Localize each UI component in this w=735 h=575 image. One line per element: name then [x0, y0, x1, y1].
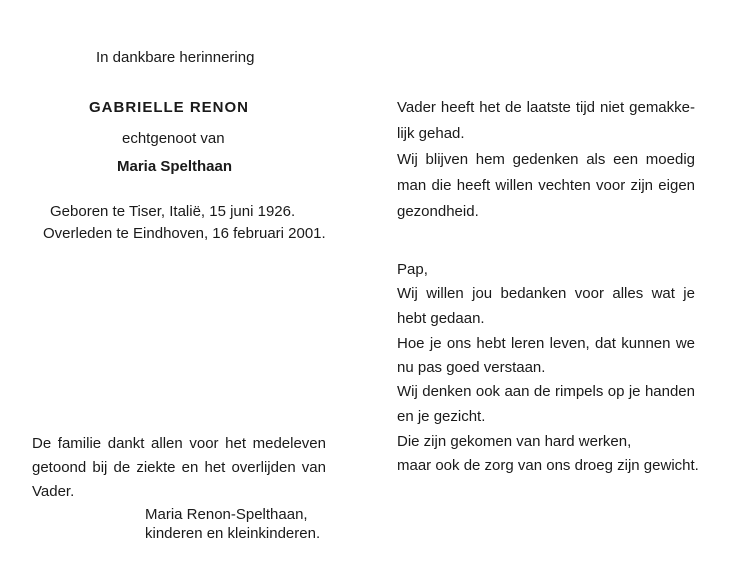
signature-line-1: Maria Renon-Spelthaan,: [145, 506, 308, 523]
death-line: Overleden te Eindhoven, 16 februari 2001.: [43, 225, 326, 242]
deceased-name: GABRIELLE RENON: [89, 99, 250, 116]
poem-line-7: en je gezicht.: [397, 408, 486, 425]
poem-line-1: Pap,: [397, 261, 428, 278]
thanks-line-2: getoond bij de ziekte en het overlijden van: [32, 459, 326, 476]
card-heading: In dankbare herinnering: [96, 49, 255, 66]
poem-line-8: Die zijn gekomen van hard werken,: [397, 433, 632, 450]
signature-line-2: kinderen en kleinkinderen.: [145, 525, 321, 542]
thanks-line-3: Vader.: [32, 483, 75, 500]
poem-line-4: Hoe je ons hebt leren leven, dat kunnen we: [397, 335, 695, 352]
poem-line-2: Wij willen jou bedanken voor alles wat je: [397, 285, 695, 302]
paragraph-line-5: gezondheid.: [397, 203, 479, 220]
paragraph-line-3: Wij blijven hem gedenken als een moedig: [397, 151, 695, 168]
birth-line: Geboren te Tiser, Italië, 15 juni 1926.: [50, 203, 296, 220]
thanks-line-1: De familie dankt allen voor het medeleven: [32, 435, 326, 452]
poem-line-5: nu pas goed verstaan.: [397, 359, 546, 376]
paragraph-line-2: lijk gehad.: [397, 125, 465, 142]
paragraph-line-1: Vader heeft het de laatste tijd niet gemakke-: [397, 99, 695, 116]
poem-line-6: Wij denken ook aan de rimpels op je handen: [397, 383, 695, 400]
partner-name: Maria Spelthaan: [117, 158, 233, 175]
poem-line-9: maar ook de zorg van ons droeg zijn gewicht.: [397, 457, 699, 474]
poem-line-3: hebt gedaan.: [397, 310, 485, 327]
relation-text: echtgenoot van: [122, 130, 225, 147]
paragraph-line-4: man die heeft willen vechten voor zijn eigen: [397, 177, 695, 194]
